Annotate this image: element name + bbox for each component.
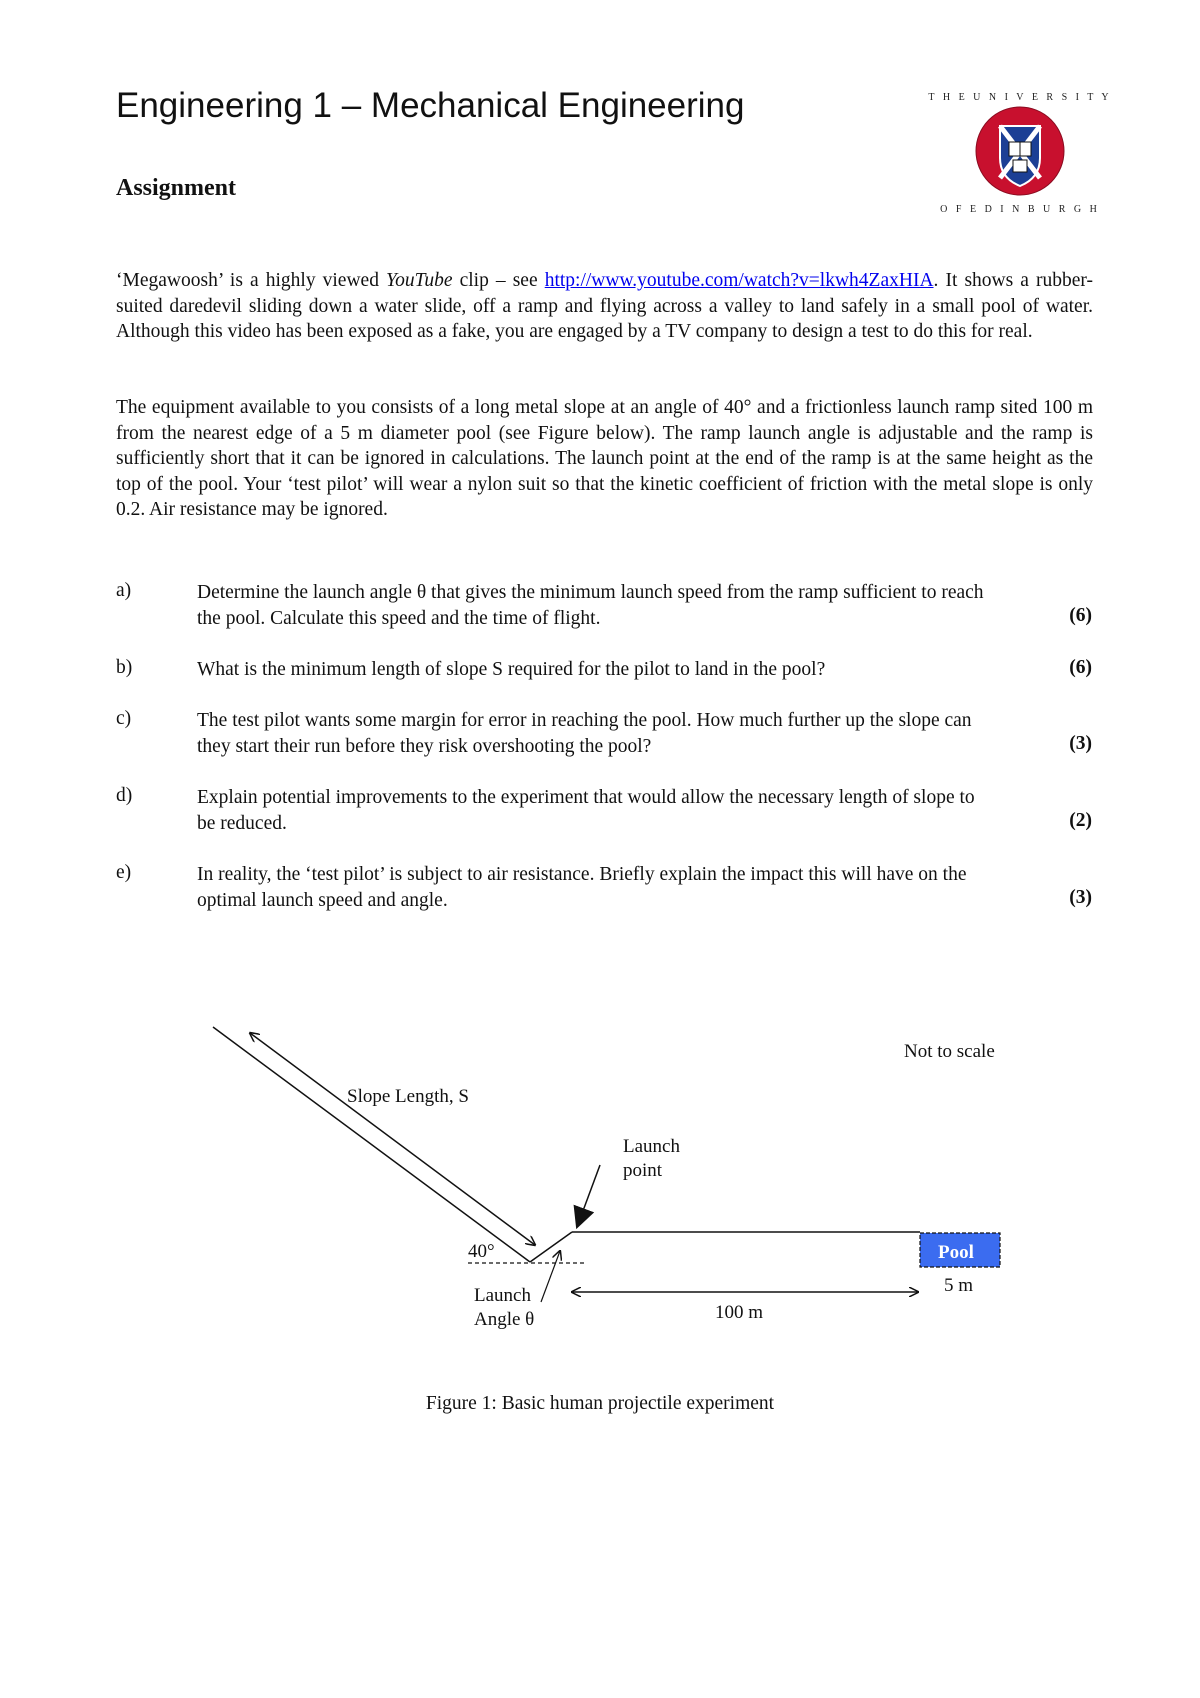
launch-point-label-1: Launch	[623, 1136, 680, 1157]
question-text-e: In reality, the ‘test pilot’ is subject to air resistance. Briefly explain the impact this will have on the optimal launch speed and angle.	[197, 864, 967, 911]
launch-point-label-2: point	[623, 1160, 663, 1181]
question-marks-c: (3)	[1069, 733, 1092, 754]
youtube-link[interactable]: http://www.youtube.com/watch?v=lkwh4ZaxHIA	[544, 270, 934, 291]
slope-length-arrow	[250, 1033, 535, 1245]
projectile-diagram	[0, 1000, 1200, 1350]
intro-paragraph-2: The equipment available to you consists of a long metal slope at an angle of 40° and a frictionless launch ramp sited 100 m from the nearest edge of a 5 m diameter pool (see Figure below). The ramp launch angle is adjustable and the ramp is sufficiently short that it can be ignored in calculations. The launch point at the end of the ramp is at the same height as the top of the pool. Your ‘test pilot’ will wear a nylon suit so that the kinetic coefficient of friction with the metal slope is only 0.2. Air resistance may be ignored.	[116, 397, 1093, 520]
launch-angle-pointer	[541, 1251, 560, 1302]
intro-paragraph-1	[116, 268, 1093, 345]
svg-text:T H E U N I V E R S I T Y: T H E U N I V E R S I T Y	[928, 92, 1112, 103]
launch-angle-label-1: Launch	[474, 1285, 531, 1306]
launch-angle-label-2: Angle θ	[474, 1309, 535, 1330]
question-text-c: The test pilot wants some margin for error in reaching the pool. How much further up the slope can they start their run before they risk overshooting the pool?	[197, 710, 972, 757]
ramp-line	[530, 1232, 572, 1262]
question-letter-c: c)	[116, 708, 132, 729]
pool-label: Pool	[938, 1242, 974, 1263]
question-letter-e: e)	[116, 862, 132, 883]
slope-angle-label: 40°	[468, 1241, 495, 1262]
question-text-a: Determine the launch angle θ that gives the minimum launch speed from the ramp sufficient to reach the pool. Calculate this speed and the time of flight.	[197, 582, 984, 629]
university-crest-icon	[928, 86, 1112, 216]
question-letter-b: b)	[116, 657, 133, 678]
intro-text-italic: YouTube	[386, 270, 453, 291]
distance-label: 100 m	[715, 1302, 764, 1323]
intro-text-mid: clip – see	[452, 270, 545, 291]
section-heading: Assignment	[116, 175, 237, 201]
figure-caption: Figure 1: Basic human projectile experiment	[425, 1393, 775, 1414]
not-to-scale-label: Not to scale	[904, 1041, 995, 1062]
svg-text:O F E D I N B U R G H: O F E D I N B U R G H	[940, 204, 1100, 215]
intro-text-end: . It shows a rubber-suited daredevil sliding down a water slide, off a ramp and flying across a valley to land safely in a small pool of water. Although this video has been exposed as a fake, you are engaged by a TV company to design a test to do this for real.	[116, 270, 1094, 342]
pool-size-label: 5 m	[944, 1275, 974, 1296]
slope-length-label: Slope Length, S	[347, 1086, 469, 1107]
question-marks-a: (6)	[1069, 605, 1092, 626]
launch-point-arrow	[577, 1165, 600, 1227]
question-marks-e: (3)	[1069, 887, 1092, 908]
question-letter-d: d)	[116, 785, 133, 806]
question-text-d: Explain potential improvements to the experiment that would allow the necessary length of slope to be reduced.	[197, 787, 975, 834]
question-marks-b: (6)	[1069, 657, 1092, 678]
page-title: Engineering 1 – Mechanical Engineering	[116, 86, 745, 125]
intro-text-start: ‘Megawoosh’ is a highly viewed	[116, 270, 387, 291]
slope-line	[213, 1027, 530, 1262]
question-marks-d: (2)	[1069, 810, 1092, 831]
question-text-b: What is the minimum length of slope S required for the pilot to land in the pool?	[197, 659, 826, 680]
question-letter-a: a)	[116, 580, 132, 601]
